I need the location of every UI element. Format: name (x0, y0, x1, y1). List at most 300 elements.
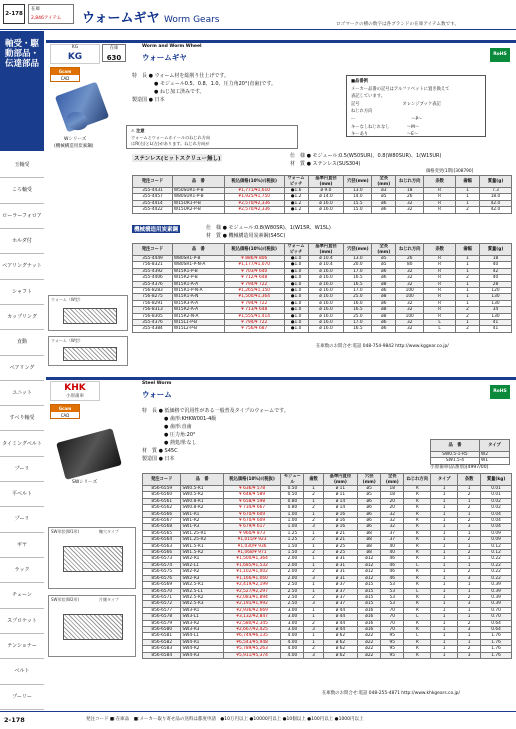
table-cell: 32 (396, 307, 424, 313)
table-cell: 1 (431, 498, 458, 504)
table-cell: 2 (304, 550, 323, 556)
sidebar-item[interactable]: ころ軸受 (0, 178, 44, 203)
column-header: ウォームピッチ (284, 244, 308, 256)
table-cell: 1 (304, 511, 323, 517)
table-cell: SW1-R3 (181, 524, 223, 530)
table-cell: ¥2,191/¥1,992 (223, 601, 281, 607)
khk-maker: 製造国 ● 日本 (142, 456, 175, 462)
sidebar-item[interactable]: プーリー (0, 685, 44, 710)
table-cell: 26 (396, 256, 424, 262)
table-cell: 100 (396, 313, 424, 319)
drawing-label: ウォーム（W型） (51, 297, 83, 302)
table-cell: ø 14 (323, 505, 358, 511)
table-cell: 17.0 (344, 288, 372, 294)
table-cell: ø8 (372, 294, 396, 300)
table-cell: ●1.2 (284, 207, 308, 213)
table-cell: ø5 (372, 262, 396, 268)
table-cell: ¥1,068/¥ 971 (223, 550, 281, 556)
table-cell: 1.50 (281, 543, 304, 549)
table-cell: ø22 (358, 652, 381, 658)
table-cell: 42 (479, 268, 511, 274)
table-cell: ø8 (358, 543, 381, 549)
section-divider (46, 40, 516, 43)
table-cell: 40 (479, 275, 511, 281)
sidebar-item[interactable]: ベアリング (0, 356, 44, 381)
sidebar-item[interactable]: ベルト (0, 659, 44, 684)
table-cell: ¥ 756/¥ 687 (224, 326, 284, 332)
table-cell: ø 16.0 (308, 307, 344, 313)
column-header: 歯幅 (456, 176, 480, 188)
table-cell: 16.5 (344, 307, 372, 313)
table-cell: 2 (304, 492, 323, 498)
table-cell: 16.5 (344, 275, 372, 281)
table-cell: ø 31 (323, 562, 358, 568)
table-cell: W15R1-P-B (172, 268, 224, 274)
table-cell: SW2.5-R1 (181, 582, 223, 588)
table-cell: 1 (431, 543, 458, 549)
table-cell: 2 (304, 646, 323, 652)
steel-worm-table (142, 473, 512, 659)
table-cell: ø 44 (323, 614, 358, 620)
table-cell: ●1.0 (284, 313, 308, 319)
caution-title: 注意 (136, 128, 145, 133)
table-cell: SW2.5-R2 (181, 594, 223, 600)
table-cell: R (424, 300, 456, 306)
table-cell: R (404, 556, 431, 562)
sidebar-item[interactable]: ベアリングナット (0, 254, 44, 279)
table-header-row (431, 440, 510, 452)
table-cell: 1 (304, 562, 323, 568)
table-cell: 1.76 (481, 652, 512, 658)
table-cell: 355-4376 (133, 320, 173, 326)
table-row[interactable] (133, 207, 512, 213)
column-header: 税込価格(10%)/(税抜) (223, 474, 281, 486)
table-cell: R (404, 626, 431, 632)
table-cell: 3 (458, 626, 481, 632)
table-cell: ●1.0 (284, 268, 308, 274)
table-cell: ¥1,265/¥1,150 (224, 288, 284, 294)
table-cell: 20 (381, 498, 404, 504)
table-cell: 2.50 (281, 594, 304, 600)
table-cell: ø22 (358, 646, 381, 652)
table-cell: 32 (396, 326, 424, 332)
column-header: 質量(g) (479, 244, 511, 256)
table-cell: ø8 (372, 307, 396, 313)
table-cell: W15R1-A-N (172, 294, 224, 300)
stock-badge-label: 在庫 (31, 7, 40, 12)
table-cell: R (404, 582, 431, 588)
column-header: 品 番 (172, 176, 224, 188)
footer-legend: 発注コード ■:在庫品 ■:メーカー取り寄せ品の送料は都度申請 ●10万円以上 ●10000円以上 ●10個以上 ●100円以上 ●1000円以上 (86, 717, 364, 722)
caution-line: ウォームとウォームホイールのねじれ方向 (131, 134, 211, 140)
table-cell: ø6 (358, 518, 381, 524)
table-cell: 856-6570 (143, 588, 181, 594)
table-cell: R (424, 268, 456, 274)
table-cell: R (424, 294, 456, 300)
column-header: 穴径(mm) (358, 474, 381, 486)
table-cell: 756-8283 (133, 288, 173, 294)
sidebar-item[interactable]: 直動 (0, 330, 44, 355)
sidebar-item[interactable]: スプロケット (0, 609, 44, 634)
table-cell: W2 (479, 452, 509, 458)
table-cell: 3.00 (281, 626, 304, 632)
table-cell: 355-4431 (133, 188, 173, 194)
maker-value: 日本 (154, 97, 165, 103)
table-cell: 40 (381, 550, 404, 556)
table-cell: 1 (456, 200, 480, 206)
table-cell: 1 (431, 601, 458, 607)
table-cell: ø8 (372, 281, 396, 287)
table-cell: ø 14 (323, 498, 358, 504)
table-cell: 1 (431, 511, 458, 517)
table-cell: SW2.5-R3 (181, 601, 223, 607)
table-cell: 355-4449 (133, 256, 173, 262)
table-cell: 2 (458, 518, 481, 524)
column-header: ウォームピッチ (284, 176, 308, 188)
table-cell: 1 (304, 543, 323, 549)
table-cell: ø 31 (323, 556, 358, 562)
table-cell: 18 (396, 188, 424, 194)
table-cell: 856-6565 (143, 530, 181, 536)
table-cell: ¥6,543/¥5,948 (223, 639, 281, 645)
table-cell: 0.04 (481, 524, 512, 530)
column-header: 質量(kg) (481, 474, 512, 486)
table-cell: ●1.0 (284, 307, 308, 313)
sidebar-item[interactable]: プーリ (0, 507, 44, 532)
table-cell: R (404, 550, 431, 556)
table-cell: SW4-L1 (181, 633, 223, 639)
page-title-ja: ウォームギヤ (82, 11, 160, 26)
type-match-table (430, 439, 510, 465)
table-cell: ø22 (358, 639, 381, 645)
table-cell: 3 (458, 652, 481, 658)
table-cell: R (404, 639, 431, 645)
table-cell: 2 (456, 326, 480, 332)
page-title-en: Worm Gears (164, 15, 220, 25)
column-header: 税込価格(10%)/(税抜) (224, 244, 284, 256)
rohs-badge: RoHS (490, 385, 510, 399)
table-cell: 2 (304, 537, 323, 543)
table-cell: ø 10.4 (308, 256, 344, 262)
table-cell: ¥2,419/¥2,199 (223, 582, 281, 588)
table-cell: 25.0 (344, 294, 372, 300)
caution-line: はR(右)とL(左)があります。ねじれ方向が (131, 141, 210, 146)
sidebar-item[interactable]: シャフト (0, 280, 44, 305)
table-cell: ø 11 (323, 486, 358, 492)
table-cell: R (404, 607, 431, 613)
sidebar-item[interactable]: ラック (0, 558, 44, 583)
table-cell: 2.50 (281, 582, 304, 588)
table-cell: 856-6573 (143, 556, 181, 562)
table-cell: 2.50 (281, 588, 304, 594)
table-cell: 1 (431, 486, 458, 492)
table-cell: 0.50 (281, 486, 304, 492)
table-cell: R (424, 313, 456, 319)
table-cell: 3 (304, 652, 323, 658)
table-cell: 53 (381, 582, 404, 588)
table-cell: 1 (431, 569, 458, 575)
table-cell: ø6 (372, 288, 396, 294)
table-cell: 41 (479, 320, 511, 326)
type-label: 片側タイプ (99, 597, 119, 602)
column-header: 穴径(mm) (344, 244, 372, 256)
sidebar-item[interactable]: ローラーフォロア (0, 204, 44, 229)
table-cell: 1 (431, 582, 458, 588)
khk-title-en: Steel Worm (142, 381, 172, 386)
table-cell: ¥2,570/¥2,336 (224, 207, 284, 213)
features-label: 特 長 (132, 73, 148, 79)
table-row[interactable] (431, 458, 510, 464)
table-cell: SW3-R2 (181, 620, 223, 626)
table-cell: 856-6571 (143, 594, 181, 600)
column-header: 条数 (458, 474, 481, 486)
table-cell: R (404, 620, 431, 626)
table-cell: R (424, 194, 456, 200)
column-header: 発注コード (143, 474, 181, 486)
table-cell: ø12 (358, 556, 381, 562)
table-cell: W15R3-A-A (172, 300, 224, 306)
table-cell: 1.50 (281, 550, 304, 556)
table-cell: 0.64 (481, 626, 512, 632)
table-cell: ●1.2 (284, 194, 308, 200)
table-cell: 53 (381, 594, 404, 600)
feature-3: ねじ加工済みです。 (159, 89, 205, 95)
note-line: ねじれ方向 (351, 109, 373, 115)
table-cell: ø6 (358, 511, 381, 517)
sidebar-item[interactable]: 平ベルト (0, 482, 44, 507)
table-cell: 1 (304, 556, 323, 562)
table-cell: 3 (304, 575, 323, 581)
table-cell: 856-6564 (143, 537, 181, 543)
kg-brand-line: KG (71, 45, 79, 50)
table-cell: 856-6581 (143, 633, 181, 639)
table-cell: 1 (458, 543, 481, 549)
sidebar-item[interactable]: ユニット (0, 381, 44, 406)
table-cell: ø6 (372, 275, 396, 281)
table-cell: 2 (458, 620, 481, 626)
table-cell: W15R1-A-A (172, 281, 224, 287)
table-cell: 4.00 (281, 639, 304, 645)
column-header: 税込価格(10%)/(税抜) (224, 176, 284, 188)
stainless-spec-material: 材 質 ● ステンレス(SUS304) (290, 161, 361, 167)
table-cell: ø 44 (323, 620, 358, 626)
table-cell: 2 (304, 620, 323, 626)
table-row[interactable] (133, 326, 512, 332)
table-cell: ø12 (358, 575, 381, 581)
table-cell: W15R2-A-A (172, 307, 224, 313)
stainless-price-note: 価格変更(1期)[308790] (426, 169, 474, 174)
khk-worm-section (46, 377, 516, 702)
table-cell: 70 (381, 614, 404, 620)
table-cell: 40 (479, 262, 511, 268)
table-cell: ø 16.0 (308, 207, 344, 213)
table-cell: L (404, 588, 431, 594)
table-cell: 120 (479, 288, 511, 294)
table-cell: 18.0 (479, 194, 511, 200)
table-cell: 856-6566 (143, 511, 181, 517)
table-cell: 2 (458, 550, 481, 556)
table-cell: 18 (381, 486, 404, 492)
table-cell: R (424, 188, 456, 194)
table-cell: W15L1-P-B (172, 320, 224, 326)
table-cell: 3.00 (281, 607, 304, 613)
table-cell: ø 21 (323, 537, 358, 543)
table-cell: ø6 (358, 498, 381, 504)
sidebar-item[interactable]: タイミングベルト (0, 432, 44, 457)
note-line: 表記しています。 (351, 94, 386, 100)
table-cell: ø6 (358, 524, 381, 530)
sidebar-item[interactable]: テンショナー (0, 634, 44, 659)
table-cell: ø 16.0 (308, 326, 344, 332)
table-cell: R (404, 486, 431, 492)
table-cell: 2 (458, 492, 481, 498)
table-cell: 37 (381, 537, 404, 543)
table-cell: 14.0 (344, 194, 372, 200)
table-cell: 0.39 (481, 588, 512, 594)
table-cell: ø5 (358, 492, 381, 498)
table-cell: R (404, 575, 431, 581)
khk-brand-logo (50, 381, 100, 401)
table-cell: R (404, 518, 431, 524)
feature-2: モジュール0.5、0.8、1.0、圧力角20°(直歯)です。 (159, 81, 276, 87)
table-cell: 856-6575 (143, 569, 181, 575)
table-cell: ¥1,685/¥1,532 (223, 562, 281, 568)
table-cell: 17.0 (344, 320, 372, 326)
column-header: 基準円直径(mm) (308, 176, 344, 188)
table-cell: R (404, 492, 431, 498)
table-cell: 0.39 (481, 594, 512, 600)
column-header: 発注コード (133, 244, 173, 256)
table-cell: 1 (458, 498, 481, 504)
table-cell: ø 11 (323, 492, 358, 498)
table-cell: 0.22 (481, 562, 512, 568)
table-cell: ¥5,911/¥5,374 (223, 652, 281, 658)
table-cell: ø12 (358, 569, 381, 575)
table-cell: 1 (431, 575, 458, 581)
table-cell: 1 (304, 639, 323, 645)
sidebar-item[interactable]: チェーン (0, 583, 44, 608)
table-cell: ¥1,500/¥1,364 (224, 294, 284, 300)
sidebar-item[interactable]: ギヤ (0, 533, 44, 558)
table-cell: 1 (456, 320, 480, 326)
section-divider (46, 377, 516, 380)
table-cell: 1 (304, 588, 323, 594)
table-header-row (133, 244, 512, 256)
worm-section-drawing (63, 546, 123, 572)
column-header: ねじれ方向 (404, 474, 431, 486)
table-cell: 32 (381, 524, 404, 530)
column-header: 発注コード (133, 176, 173, 188)
table-cell: 4.00 (281, 646, 304, 652)
column-header: 基準円直径(mm) (323, 474, 358, 486)
table-cell: SW0.5-1-R5 (431, 452, 480, 458)
w-series-caption: Wシリーズ (64, 137, 87, 142)
table-cell: 1.00 (281, 511, 304, 517)
column-header: 条数 (424, 176, 456, 188)
table-cell: ø6 (372, 200, 396, 206)
table-cell: 25.0 (344, 313, 372, 319)
column-header: 品 番 (172, 244, 224, 256)
table-cell: ¥1,771/¥1,610 (224, 188, 284, 194)
note-line: キーあり ～E～ (351, 132, 419, 138)
table-cell: SW4-R3 (181, 652, 223, 658)
sidebar-item[interactable]: カップリング (0, 305, 44, 330)
column-header: モジュール (281, 474, 304, 486)
table-cell: 1 (304, 486, 323, 492)
table-cell: ●1.0 (284, 320, 308, 326)
stainless-spec-module: 仕 様 ● モジュール:0.5(W50SUR)、0.8(W80SUR)、1(W15UR) (290, 153, 442, 159)
khk-brand-label: 小原歯車 (66, 394, 84, 399)
table-cell: ø 16.0 (308, 268, 344, 274)
table-cell: 856-6572 (143, 601, 181, 607)
table-cell: 1 (304, 582, 323, 588)
table-cell: 2 (304, 594, 323, 600)
footer-page-number: 2-178 (4, 716, 25, 724)
table-cell: 1 (431, 620, 458, 626)
sidebar-item[interactable]: プーリ (0, 457, 44, 482)
table-cell: 1 (456, 294, 480, 300)
table-cell: 32 (381, 518, 404, 524)
table-cell: 46 (381, 575, 404, 581)
sidebar-item[interactable]: 玉軸受 (0, 153, 44, 178)
mech-spec-material: 材 質 ● 機械構造用炭素鋼(S45C) (206, 233, 286, 239)
table-cell: 2.00 (281, 575, 304, 581)
table-cell: 0.04 (481, 518, 512, 524)
stock-badge (28, 4, 74, 24)
column-header: 歯幅 (456, 244, 480, 256)
table-cell: R (424, 307, 456, 313)
table-cell: SW1.5-4 (431, 458, 480, 464)
table-cell: ø3 (372, 188, 396, 194)
table-cell: 1 (431, 594, 458, 600)
sidebar-item[interactable]: すべり軸受 (0, 406, 44, 431)
kg-stock-box (102, 44, 126, 62)
table-cell: ¥ 648/¥ 589 (223, 492, 281, 498)
table-row[interactable] (143, 652, 512, 658)
table-cell: 0.02 (481, 498, 512, 504)
sw-series-caption: SWシリーズ (72, 480, 98, 485)
table-cell: R (404, 524, 431, 530)
rohs-badge: RoHS (490, 48, 510, 62)
table-cell: ¥ 703/¥ 640 (224, 268, 284, 274)
table-cell: ●1.0 (284, 281, 308, 287)
table-cell: 1 (304, 614, 323, 620)
kg-title-en: Worm and Worm Wheel (142, 44, 202, 49)
table-cell: ø5 (372, 256, 396, 262)
table-cell: 17.0 (344, 268, 372, 274)
sidebar-item[interactable]: ホルダ付 (0, 229, 44, 254)
table-cell: 355-4457 (133, 194, 173, 200)
table-cell: 0.22 (481, 569, 512, 575)
table-cell: 355-4392 (133, 268, 173, 274)
table-cell: 34 (479, 307, 511, 313)
table-cell: ¥ 794/¥ 722 (224, 281, 284, 287)
table-cell: ø 62 (323, 639, 358, 645)
table-cell: W80SR1-P-N-A (172, 262, 224, 268)
table-cell: 856-6567 (143, 518, 181, 524)
table-cell: ø 62 (323, 646, 358, 652)
table-cell: 1 (456, 281, 480, 287)
table-cell: 2 (456, 207, 480, 213)
worm-section-drawing (63, 308, 117, 324)
table-cell: 2 (304, 505, 323, 511)
table-cell: SW0.5-R1 (181, 486, 223, 492)
table-cell: R (404, 505, 431, 511)
table-cell: R (404, 543, 431, 549)
kg-brand-logo (50, 44, 100, 64)
worm-drawing-a (48, 295, 128, 331)
table-cell: R (424, 275, 456, 281)
